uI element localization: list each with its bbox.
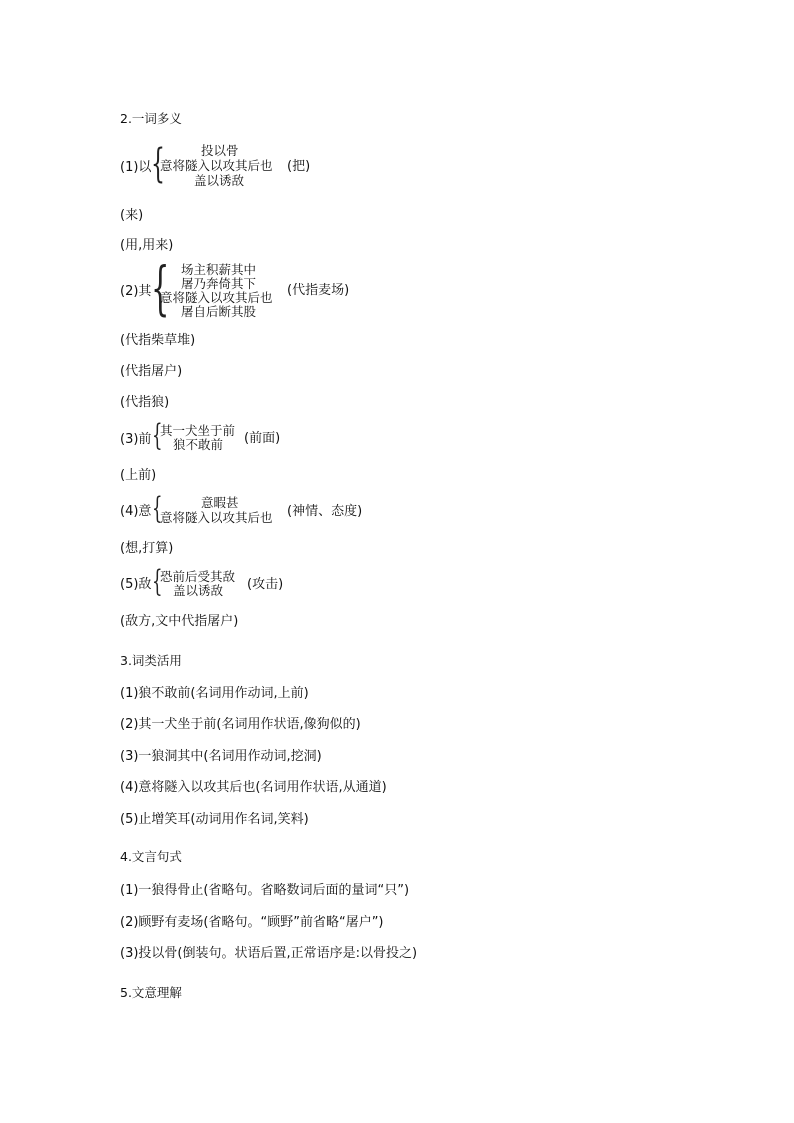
list-item: (3)一狼洞其中(名词用作动词,挖洞) [120, 749, 322, 764]
group-3-option: 狼不敢前 [173, 437, 224, 452]
list-item: (1)狼不敢前(名词用作动词,上前) [120, 686, 309, 701]
brace-icon: { [151, 141, 165, 187]
group-2-option: 意将隧入以攻其后也 [160, 290, 273, 305]
list-item: (5)止增笑耳(动词用作名词,笑料) [120, 812, 309, 827]
gloss-line: (代指屠户) [120, 364, 183, 379]
section-2-title: 2.一词多义 [120, 111, 182, 126]
group-5-option: 恐前后受其敌 [160, 569, 236, 584]
group-2-label: (2)其 [120, 284, 152, 299]
brace-icon: { [152, 418, 163, 453]
brace-icon: { [152, 491, 163, 526]
group-2-gloss: (代指麦场) [287, 283, 350, 298]
list-item: (4)意将隧入以攻其后也(名词用作状语,从通道) [120, 780, 387, 795]
gloss-line: (想,打算) [120, 541, 174, 556]
group-1-label: (1)以 [120, 160, 152, 175]
group-3-gloss: (前面) [244, 431, 281, 446]
section-4-title: 4.文言句式 [120, 849, 182, 864]
section-5-title: 5.文意理解 [120, 985, 182, 1000]
list-item: (2)顾野有麦场(省略句。“顾野”前省略“屠户”) [120, 915, 384, 930]
gloss-line: (敌方,文中代指屠户) [120, 614, 239, 629]
group-1-option: 意将隧入以攻其后也 [160, 158, 273, 173]
gloss-line: (代指柴草堆) [120, 333, 196, 348]
group-1-option: 盖以诱敌 [194, 173, 245, 188]
gloss-line: (代指狼) [120, 395, 170, 410]
group-2-option: 屠自后断其股 [181, 304, 257, 319]
gloss-line: (来) [120, 208, 144, 223]
group-4-option: 意将隧入以攻其后也 [160, 510, 273, 525]
group-5-gloss: (攻击) [247, 577, 284, 592]
group-4-label: (4)意 [120, 504, 152, 519]
section-3-title: 3.词类活用 [120, 653, 182, 668]
group-3-option: 其一犬坐于前 [160, 423, 236, 438]
group-1-option: 投以骨 [201, 143, 239, 158]
group-1-gloss: (把) [287, 159, 311, 174]
brace-icon: { [152, 564, 163, 599]
gloss-line: (上前) [120, 468, 157, 483]
gloss-line: (用,用来) [120, 238, 174, 253]
group-4-gloss: (神情、态度) [287, 504, 363, 519]
group-5-label: (5)敌 [120, 577, 152, 592]
group-5-option: 盖以诱敌 [173, 583, 224, 598]
group-2-option: 场主积薪其中 [181, 262, 257, 277]
brace-icon: { [151, 254, 170, 322]
list-item: (1)一狼得骨止(省略句。省略数词后面的量词“只”) [120, 883, 410, 898]
group-3-label: (3)前 [120, 432, 152, 447]
list-item: (3)投以骨(倒装句。状语后置,正常语序是:以骨投之) [120, 946, 418, 961]
list-item: (2)其一犬坐于前(名词用作状语,像狗似的) [120, 717, 361, 732]
group-4-option: 意暇甚 [201, 495, 239, 510]
group-2-option: 屠乃奔倚其下 [181, 276, 257, 291]
